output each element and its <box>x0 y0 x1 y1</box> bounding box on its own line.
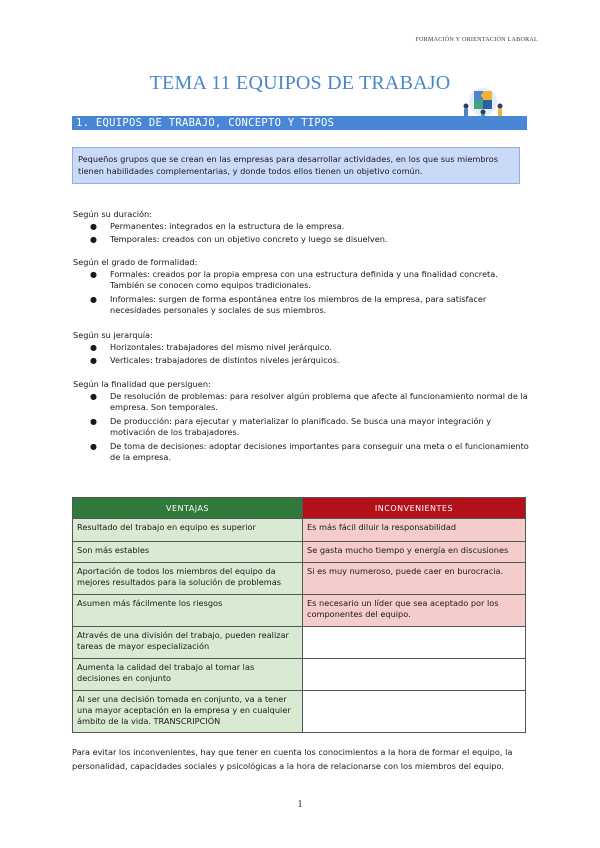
list-item: ● Horizontales: trabajadores del mismo nivel jerárquico. <box>90 341 332 352</box>
header-label: FORMACIÓN Y ORIENTACIÓN LABORAL <box>415 37 538 43</box>
page-title: TEMA 11 EQUIPOS DE TRABAJO <box>149 72 451 94</box>
inconveniente-cell: Es necesario un líder que sea aceptado por los componentes del equipo. <box>303 595 526 627</box>
inconveniente-cell: Si es muy numeroso, puede caer en burocracia. <box>303 563 526 595</box>
bullet-icon: ● <box>90 235 97 244</box>
section-title-bar: 1. EQUIPOS DE TRABAJO, CONCEPTO Y TIPOS <box>72 116 527 130</box>
inconveniente-cell <box>303 627 526 659</box>
table-row <box>73 563 526 595</box>
ventaja-cell: Aportación de todos los miembros del equipo da mejores resultados para la solución de problemas <box>73 563 303 595</box>
inconveniente-cell: Es más fácil diluir la responsabilidad <box>303 519 526 542</box>
bullet-icon: ● <box>90 416 97 426</box>
bullet-icon: ● <box>90 391 97 401</box>
bullet-icon: ● <box>90 342 97 352</box>
inconvenientes-header: INCONVENIENTES <box>303 498 526 519</box>
list-item: ● De producción: para ejecutar y materializar lo planificado. Se busca una mayor integración y motivación de los trabajadores. <box>90 415 492 437</box>
table-row <box>73 691 526 733</box>
inconveniente-cell <box>303 691 526 733</box>
table-row <box>73 595 526 627</box>
classification-jerarquia <box>73 330 533 369</box>
classification-heading: Según la finalidad que persiguen: <box>73 379 211 389</box>
bullet-icon: ● <box>90 294 97 304</box>
classification-duracion <box>73 209 533 248</box>
bullet-icon: ● <box>90 269 97 279</box>
bullet-icon: ● <box>90 221 97 231</box>
table-row <box>73 519 526 542</box>
bullet-icon: ● <box>90 441 97 451</box>
classification-finalidad <box>73 379 533 466</box>
page-number: 1 <box>297 799 303 810</box>
inconveniente-cell: Se gasta mucho tiempo y energía en discusiones <box>303 542 526 563</box>
classification-heading: Según su jerarquía: <box>73 330 153 340</box>
list-item: ● De resolución de problemas: para resolver algún problema que afecte al funcionamiento normal de la empresa. Son temporales. <box>90 390 528 412</box>
conclusion-paragraph: Para evitar los inconvenientes, hay que tener en cuenta los conocimientos a la hora de formar el equipo, la personalidad, capacidades sociales y psicológicas a la hora de relacionarse con los miembros del equipo. <box>72 747 513 771</box>
inconveniente-cell <box>303 659 526 691</box>
list-item: ● Informales: surgen de forma espontánea entre los miembros de la empresa, para satisfacer necesidades personales y sociales de sus miembros. <box>90 293 487 315</box>
ventajas-header: VENTAJAS <box>73 498 303 519</box>
list-item: ● Permanentes: integrados en la estructura de la empresa. <box>90 220 345 231</box>
teamwork-puzzle-icon <box>460 82 506 120</box>
table-row <box>73 659 526 691</box>
list-item: ● Temporales: creados con un objetivo concreto y luego se disuelven. <box>90 234 388 244</box>
ventaja-cell: Asumen más fácilmente los riesgos <box>73 595 303 627</box>
ventaja-cell: Al ser una decisión tomada en conjunto, va a tener una mayor aceptación en la empresa y en cualquier ámbito de la vida. TRANSCRIPCIÓN <box>73 691 303 733</box>
table-row <box>73 627 526 659</box>
ventaja-cell: Através de una división del trabajo, pueden realizar tareas de mayor especialización <box>73 627 303 659</box>
ventaja-cell: Son más estables <box>73 542 303 563</box>
ventajas-inconvenientes-table <box>72 497 526 733</box>
classification-formalidad <box>73 257 533 319</box>
table-row <box>73 542 526 563</box>
ventaja-cell: Resultado del trabajo en equipo es superior <box>73 519 303 542</box>
list-item: ● Formales: creados por la propia empresa con una estructura definida y una finalidad concreta. También se conocen como equipos tradicionales. <box>90 268 498 290</box>
classification-heading: Según su duración: <box>73 209 152 219</box>
classification-heading: Según el grado de formalidad: <box>73 257 198 267</box>
bullet-icon: ● <box>90 356 97 365</box>
list-item: ● Verticales: trabajadores de distintos niveles jerárquicos. <box>90 355 340 365</box>
list-item: ● De toma de decisiones: adoptar decisiones importantes para conseguir una meta o el funcionamiento de la empresa. <box>90 440 529 462</box>
ventaja-cell: Aumenta la calidad del trabajo al tomar las decisiones en conjunto <box>73 659 303 691</box>
definition-box: Pequeños grupos que se crean en las empresas para desarrollar actividades, en los que sus miembros tienen habilidades complementarias, y donde todos ellos tienen un objetivo común. <box>72 147 520 184</box>
